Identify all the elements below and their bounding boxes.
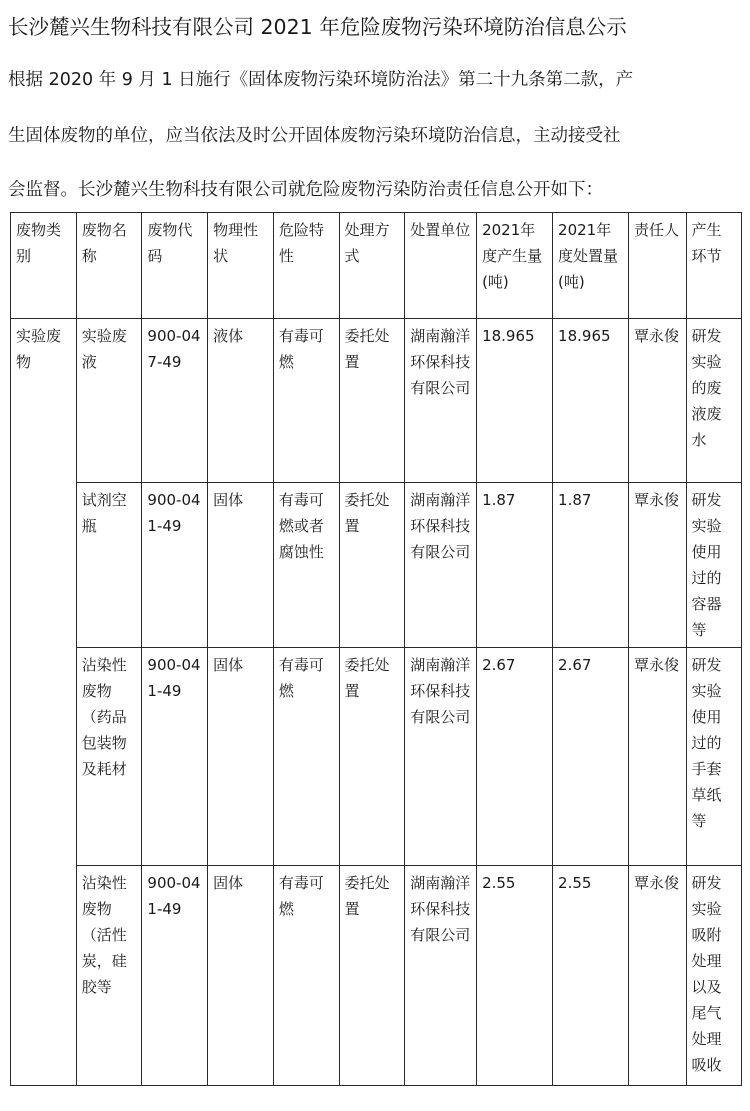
table-row [11,319,742,483]
produced-cell: 2.55 [477,866,553,1086]
stage-cell: 研发实验吸附处理以及尾气处理吸收 [686,866,742,1086]
disposed-cell: 2.55 [553,866,629,1086]
produced-cell: 18.965 [477,319,553,483]
intro-line-2: 生固体废物的单位，应当依法及时公开固体废物污染环境防治信息，主动接受社 [8,126,621,146]
person-cell: 覃永俊 [629,319,686,483]
stage-cell: 研发实验使用过的手套草纸等 [686,648,742,866]
produced-cell: 1.87 [477,483,553,648]
waste-name-cell: 实验废液 [76,319,142,483]
method-cell: 委托处置 [339,483,405,648]
waste-code-cell: 900-041-49 [142,648,208,866]
method-cell: 委托处置 [339,648,405,866]
hazard-cell: 有毒可燃 [273,319,339,483]
hazard-cell: 有毒可燃 [273,648,339,866]
waste-code-cell: 900-047-49 [142,319,208,483]
waste-name-cell: 沾染性废物（药品包装物及耗材 [76,648,142,866]
disposed-cell: 1.87 [553,483,629,648]
stage-cell: 研发实验使用过的容器等 [686,483,742,648]
header-cell: 危险特性 [273,213,339,319]
produced-cell: 2.67 [477,648,553,866]
table-row [11,483,742,648]
method-cell: 委托处置 [339,866,405,1086]
intro-line-3: 会监督。长沙麓兴生物科技有限公司就危险废物污染防治责任信息公开如下： [8,180,603,200]
disposal-unit-cell: 湖南瀚洋环保科技有限公司 [405,648,477,866]
waste-name-cell: 沾染性废物（活性炭，硅胶等 [76,866,142,1086]
header-cell: 处置单位 [405,213,477,319]
hazard-cell: 有毒可燃 [273,866,339,1086]
header-cell: 物理性状 [208,213,274,319]
table-row [11,648,742,866]
disposal-unit-cell: 湖南瀚洋环保科技有限公司 [405,866,477,1086]
waste-code-cell: 900-041-49 [142,483,208,648]
physical-state-cell: 固体 [208,648,274,866]
waste-name-cell: 试剂空瓶 [76,483,142,648]
disposed-cell: 18.965 [553,319,629,483]
person-cell: 覃永俊 [629,648,686,866]
header-cell: 废物类别 [11,213,77,319]
table-header-row [11,213,742,319]
page-title: 长沙麓兴生物科技有限公司 2021 年危险废物污染环境防治信息公示 [8,15,627,39]
waste-code-cell: 900-041-49 [142,866,208,1086]
disposal-unit-cell: 湖南瀚洋环保科技有限公司 [405,319,477,483]
header-cell: 处理方式 [339,213,405,319]
stage-cell: 研发实验的废液废水 [686,319,742,483]
header-cell: 产生环节 [686,213,742,319]
person-cell: 覃永俊 [629,866,686,1086]
physical-state-cell: 液体 [208,319,274,483]
table-row [11,866,742,1086]
hazardous-waste-table [10,212,742,1086]
header-cell: 责任人 [629,213,686,319]
disposal-unit-cell: 湖南瀚洋环保科技有限公司 [405,483,477,648]
physical-state-cell: 固体 [208,483,274,648]
category-cell: 实验废物 [11,319,77,1086]
person-cell: 覃永俊 [629,483,686,648]
disposed-cell: 2.67 [553,648,629,866]
header-cell: 废物代码 [142,213,208,319]
header-cell: 2021年度处置量(吨) [553,213,629,319]
intro-line-1: 根据 2020 年 9 月 1 日施行《固体废物污染环境防治法》第二十九条第二款，产 [8,70,634,90]
header-cell: 2021年度产生量(吨) [477,213,553,319]
hazard-cell: 有毒可燃或者腐蚀性 [273,483,339,648]
physical-state-cell: 固体 [208,866,274,1086]
header-cell: 废物名称 [76,213,142,319]
method-cell: 委托处置 [339,319,405,483]
